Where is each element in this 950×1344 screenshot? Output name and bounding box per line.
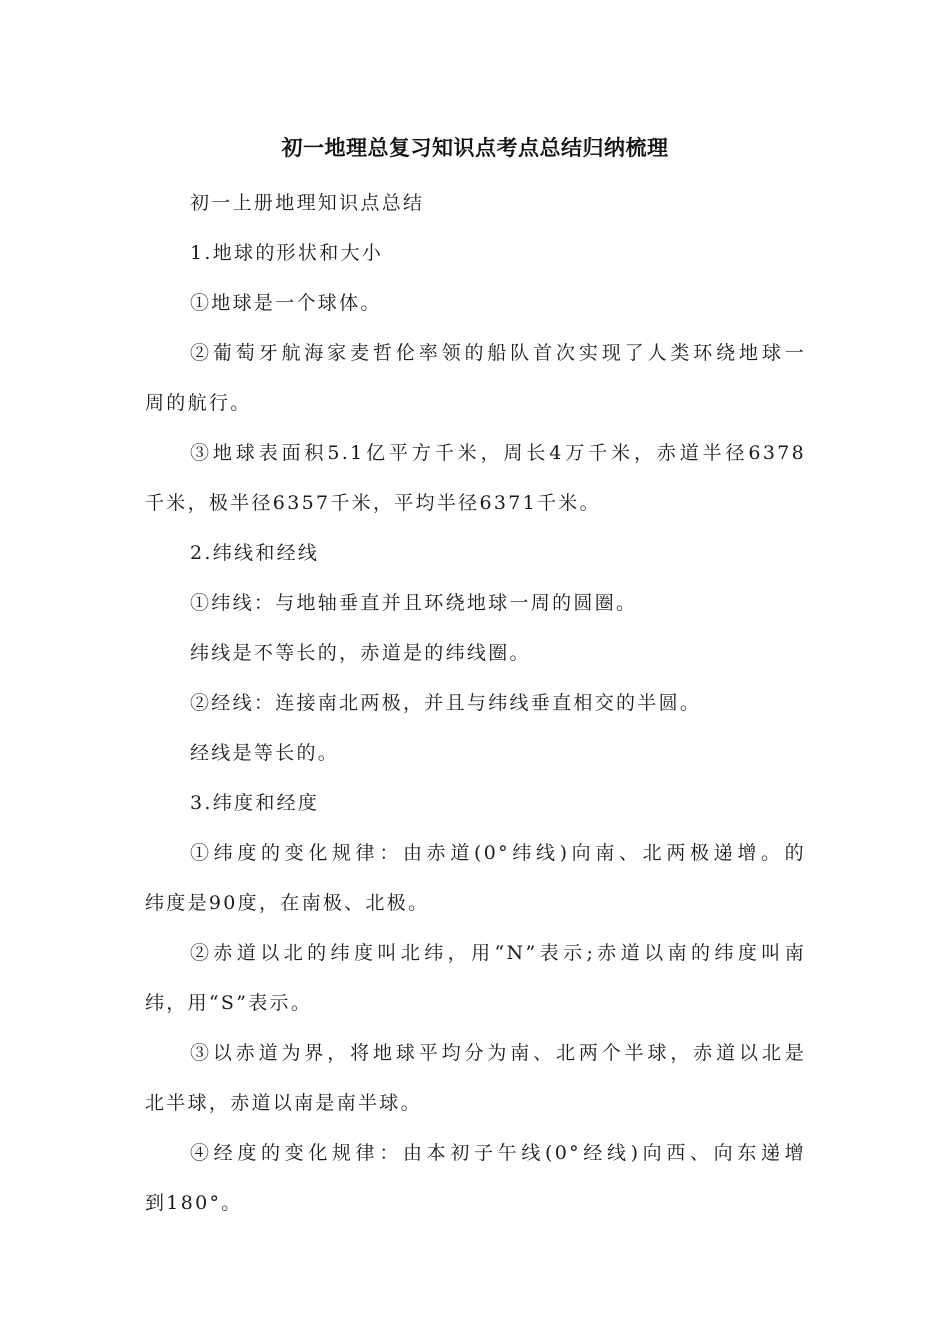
paragraph-line: ①地球是一个球体。: [190, 292, 382, 314]
topic-heading: 1.地球的形状和大小: [190, 242, 384, 264]
topic-heading: 2.纬线和经线: [190, 542, 320, 564]
paragraph-line: 纬线是不等长的，赤道是的纬线圈。: [190, 642, 531, 664]
topic-heading: 3.纬度和经度: [190, 792, 320, 814]
paragraph-line: 纬，用“S”表示。: [145, 992, 313, 1014]
paragraph-line: ①纬度的变化规律：由赤道(0°纬线)向南、北两极递增。的: [190, 842, 806, 864]
paragraph-line: ④经度的变化规律：由本初子午线(0°经线)向西、向东递增: [190, 1142, 806, 1164]
paragraph-line: 周的航行。: [145, 392, 252, 414]
document-title: 初一地理总复习知识点考点总结归纳梳理: [281, 136, 669, 160]
paragraph-line: 北半球，赤道以南是南半球。: [145, 1092, 422, 1114]
paragraph-line: 千米，极半径6357千米，平均半径6371千米。: [145, 492, 601, 514]
section-heading: 初一上册地理知识点总结: [190, 192, 425, 214]
paragraph-line: ②葡萄牙航海家麦哲伦率领的船队首次实现了人类环绕地球一: [190, 342, 806, 364]
paragraph-line: ③地球表面积5.1亿平方千米，周长4万千米，赤道半径6378: [190, 442, 806, 464]
paragraph-line: ②赤道以北的纬度叫北纬，用“N”表示;赤道以南的纬度叫南: [190, 942, 806, 964]
paragraph-line: 经线是等长的。: [190, 742, 340, 764]
paragraph-line: ①纬线：与地轴垂直并且环绕地球一周的圆圈。: [190, 592, 638, 614]
paragraph-line: ③以赤道为界，将地球平均分为南、北两个半球，赤道以北是: [190, 1042, 806, 1064]
paragraph-line: 纬度是90度，在南极、北极。: [145, 892, 430, 914]
paragraph-line: 到180°。: [145, 1192, 243, 1214]
paragraph-line: ②经线：连接南北两极，并且与纬线垂直相交的半圆。: [190, 692, 702, 714]
